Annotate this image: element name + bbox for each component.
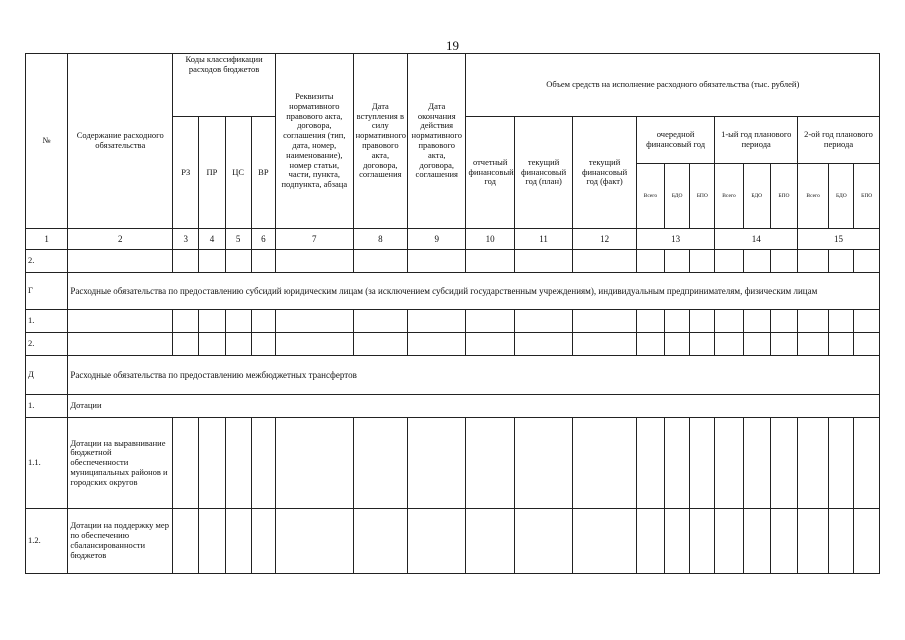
table-row [26,333,880,356]
column-number: 5 [225,229,251,250]
header-date-in: Дата вступления в силу нормативного правового акта, договора, соглашения [353,54,407,229]
row-content: Дотации на выравнивание бюджетной обеспеченности муниципальных районов и городских округов [68,418,173,509]
header-bpo: БПО [854,164,880,229]
row-number: 1.1. [26,418,68,509]
header-codes: Коды классификации расходов бюджетов [173,54,276,117]
column-number-row [26,229,880,250]
row-content: Дотации на поддержку мер по обеспечению сбалансированности бюджетов [68,509,173,574]
header-current-fact: текущий финансовый год (факт) [573,117,637,229]
column-number: 14 [715,229,798,250]
header-bdo: БДО [743,164,770,229]
header-bdo: БДО [829,164,854,229]
column-number: 12 [573,229,637,250]
page-number: 19 [446,38,459,53]
header-bpo: БПО [690,164,715,229]
column-number: 11 [514,229,572,250]
table-row [26,250,880,273]
section-title: Расходные обязательства по предоставлению субсидий юридическим лицам (за исключением субсидий государственным учреждениям), индивидуальным предпринимателям, физическим лицам [68,273,880,310]
column-number: 8 [353,229,407,250]
header-requisites: Реквизиты нормативного правового акта, договора, соглашения (тип, дата, номер, наименование), номер статьи, части, пункта, подпункта, абзаца [276,54,354,229]
header-bpo: БПО [770,164,797,229]
header-bdo: БДО [665,164,690,229]
header-num: № [26,54,68,229]
header-next-year: очередной финансовый год [636,117,715,164]
column-number: 6 [251,229,275,250]
column-number: 15 [798,229,880,250]
row-number: 1. [26,310,68,333]
header-current-plan: текущий финансовый год (план) [514,117,572,229]
header-content: Содержание расходного обязательства [68,54,173,229]
header-row-1 [26,54,880,117]
row-number: 2. [26,250,68,273]
table-row [26,509,880,574]
section-title: Расходные обязательства по предоставлению межбюджетных трансфертов [68,356,880,395]
subsection-title: Дотации [68,395,880,418]
expenditure-obligations-table [25,53,880,574]
header-plan-1: 1-ый год планового периода [715,117,798,164]
header-vsego: Всего [798,164,829,229]
column-number: 2 [68,229,173,250]
row-number: 2. [26,333,68,356]
row-number: 1. [26,395,68,418]
table-row [26,310,880,333]
column-number: 7 [276,229,354,250]
column-number: 9 [408,229,466,250]
column-number: 10 [466,229,514,250]
table-row [26,418,880,509]
header-cs: ЦС [225,117,251,229]
column-number: 1 [26,229,68,250]
column-number: 3 [173,229,199,250]
section-number: Д [26,356,68,395]
subsection-row [26,395,880,418]
header-rz: РЗ [173,117,199,229]
column-number: 13 [636,229,715,250]
header-volume: Объем средств на исполнение расходного обязательства (тыс. рублей) [466,54,880,117]
section-row-d [26,356,880,395]
header-pr: ПР [199,117,225,229]
row-number: 1.2. [26,509,68,574]
section-number: Г [26,273,68,310]
header-vr: ВР [251,117,275,229]
header-vsego: Всего [715,164,743,229]
section-row-g [26,273,880,310]
header-date-end: Дата окончания действия нормативного правового акта, договора, соглашения [408,54,466,229]
column-number: 4 [199,229,225,250]
header-vsego: Всего [636,164,664,229]
header-reporting: отчетный финансовый год [466,117,514,229]
header-plan-2: 2-ой год планового периода [798,117,880,164]
